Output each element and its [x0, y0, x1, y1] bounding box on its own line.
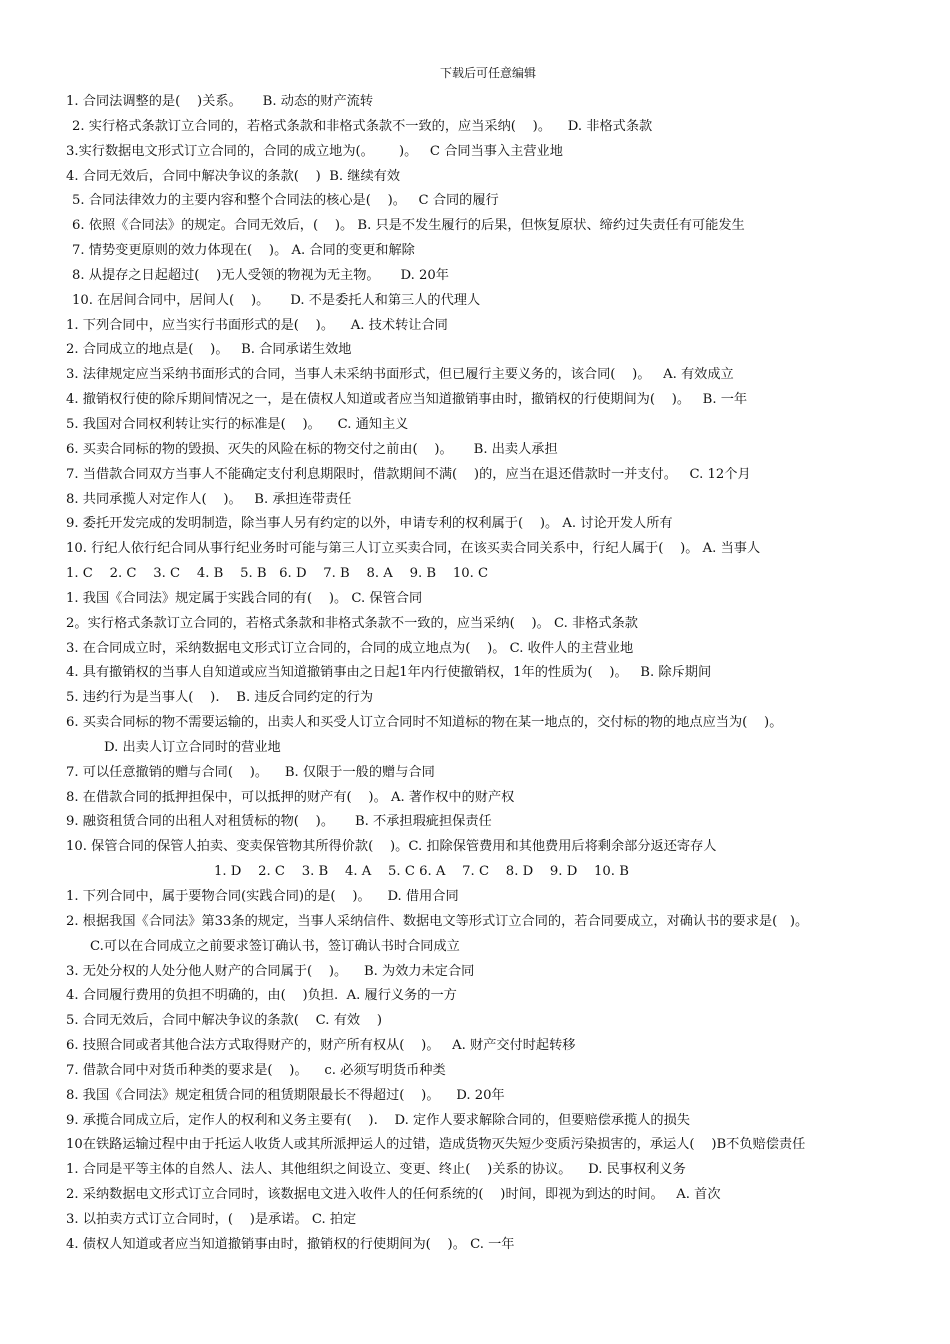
question-line: 8. 从提存之日起超过( )无人受领的物视为无主物。 D. 20年	[72, 267, 449, 283]
question-line: 4. 撤销权行使的除斥期间情况之一，是在债权人知道或者应当知道撤销事由时，撤销权的行使期间为( )。 B. 一年	[66, 392, 748, 408]
question-line: 7. 情势变更原则的效力体现在( )。 A. 合同的变更和解除	[72, 243, 415, 259]
question-line: 2. 合同成立的地点是( )。 B. 合同承诺生效地	[66, 342, 352, 358]
question-line: 10. 保管合同的保管人拍卖、变卖保管物其所得价款( )。C. 扣除保管费用和其他费用后将剩余部分返还寄存人	[66, 839, 717, 855]
question-line: 1. 合同是平等主体的自然人、法人、其他组织之间设立、变更、终止( )关系的协议。 D. 民事权利义务	[66, 1162, 686, 1178]
question-line: 10在铁路运输过程中由于托运人收货人或其所派押运人的过错，造成货物灭失短少变质污染损害的，承运人( )B不负赔偿责任	[66, 1137, 806, 1153]
question-line: 2. 根据我国《合同法》第33条的规定，当事人采纳信件、数据电文等形式订立合同的，若合同要成立，对确认书的要求是( )。	[66, 913, 809, 929]
question-line: 4. 合同无效后，合同中解决争议的条款( ) B. 继续有效	[66, 168, 401, 184]
answer-continuation-line: D. 出卖人订立合同时的营业地	[104, 739, 281, 755]
question-line: 3. 无处分权的人处分他人财产的合同属于( )。 B. 为效力未定合同	[66, 963, 475, 979]
question-line: 4. 具有撤销权的当事人自知道或应当知道撤销事由之日起1年内行使撤销权，1年的性质为( )。 B. 除斥期间	[66, 665, 712, 681]
question-line: 6. 依照《合同法》的规定。合同无效后，( )。 B. 只是不发生履行的后果，但恢复原状、缔约过失责任有可能发生	[72, 218, 745, 234]
question-line: 5. 违约行为是当事人( ). B. 违反合同约定的行为	[66, 690, 374, 706]
question-line: 7. 借款合同中对货币种类的要求是( )。 c. 必须写明货币种类	[66, 1062, 446, 1078]
question-line: 3. 法律规定应当采纳书面形式的合同，当事人未采纳书面形式，但已履行主要义务的，该合同( )。 A. 有效成立	[66, 367, 734, 383]
question-line: 1. 下列合同中，属于要物合同(实践合同)的是( )。 D. 借用合同	[66, 889, 459, 904]
question-line: 2. 采纳数据电文形式订立合同时，该数据电文进入收件人的任何系统的( )时间，即视为到达的时间。 A. 首次	[66, 1187, 721, 1203]
question-line: 2. 实行格式条款订立合同的，若格式条款和非格式条款不一致的，应当采纳( )。 D. 非格式条款	[72, 118, 653, 134]
question-line: 5. 我国对合同权利转让实行的标准是( )。 C. 通知主义	[66, 416, 409, 432]
question-line: 10. 在居间合同中，居间人( )。 D. 不是委托人和第三人的代理人	[72, 292, 481, 308]
question-line: 9. 承揽合同成立后，定作人的权利和义务主要有( ). D. 定作人要求解除合同的，但要赔偿承揽人的损失	[66, 1112, 690, 1128]
question-line: 6. 技照合同或者其他合法方式取得财产的，财产所有权从( )。 A. 财产交付时起转移	[66, 1038, 576, 1054]
question-line: 4. 合同履行费用的负担不明确的，由( )负担. A. 履行义务的一方	[66, 988, 457, 1004]
question-line: 3.实行数据电文形式订立合同的，合同的成立地为(。 )。 C 合同当事入主营业地	[66, 143, 563, 159]
question-line: 8. 共同承揽人对定作人( )。 B. 承担连带责任	[66, 491, 352, 507]
question-line: 4. 债权人知道或者应当知道撤销事由时，撤销权的行使期间为( )。 C. 一年	[66, 1236, 515, 1252]
question-line: 6. 买卖合同标的物不需要运输的，出卖人和买受人订立合同时不知道标的物在某一地点的，交付标的物的地点应当为( )。	[66, 715, 783, 731]
answer-continuation-line: C.可以在合同成立之前要求签订确认书，签订确认书时合同成立	[90, 938, 460, 954]
question-line: 7. 当借款合同双方当事人不能确定支付利息期限时，借款期间不满( )的，应当在退还借款时一并支付。 C. 12个月	[66, 466, 751, 482]
question-line: 8. 在借款合同的抵押担保中，可以抵押的财产有( )。 A. 著作权中的财产权	[66, 789, 515, 805]
question-line: 3. 以拍卖方式订立合同时，( )是承诺。 C. 拍定	[66, 1211, 357, 1227]
answer-key-line: 1. D 2. C 3. B 4. A 5. C 6. A 7. C 8. D 9. D 10. B	[214, 864, 629, 880]
question-line: 5. 合同法律效力的主要内容和整个合同法的核心是( )。 C 合同的履行	[72, 193, 499, 209]
answer-key-line: 1. C 2. C 3. C 4. B 5. B 6. D 7. B 8. A 9. B 10. C	[66, 566, 489, 582]
question-line: 10. 行纪人依行纪合同从事行纪业务时可能与第三人订立买卖合同，在该买卖合同关系中，行纪人属于( )。 A. 当事人	[66, 541, 761, 557]
question-line: 1. 合同法调整的是( )关系。 B. 动态的财产流转	[66, 94, 374, 109]
question-line: 8. 我国《合同法》规定租赁合同的租赁期限最长不得超过( )。 D. 20年	[66, 1087, 505, 1103]
question-line: 7. 可以任意撤销的赠与合同( )。 B. 仅限于一般的赠与合同	[66, 764, 435, 780]
question-line: 3. 在合同成立时，采纳数据电文形式订立合同的，合同的成立地点为( )。 C. 收件人的主营业地	[66, 640, 634, 656]
question-line: 1. 我国《合同法》规定属于实践合同的有( )。 C. 保管合同	[66, 590, 423, 606]
question-line: 5. 合同无效后，合同中解决争议的条款( C. 有效 )	[66, 1013, 382, 1029]
page-header: 下载后可任意编辑	[439, 66, 536, 80]
question-line: 9. 委托开发完成的发明制造，除当事人另有约定的以外，申请专利的权利属于( )。 A. 讨论开发人所有	[66, 516, 673, 532]
question-line: 9. 融资租赁合同的出租人对租赁标的物( )。 B. 不承担瑕疵担保责任	[66, 814, 492, 830]
question-line: 6. 买卖合同标的物的毁损、灭失的风险在标的物交付之前由( )。 B. 出卖人承担	[66, 441, 558, 457]
question-line: 2。实行格式条款订立合同的，若格式条款和非格式条款不一致的，应当采纳( )。 C. 非格式条款	[66, 615, 638, 631]
question-line: 1. 下列合同中，应当实行书面形式的是( )。 A. 技术转让合同	[66, 317, 448, 333]
